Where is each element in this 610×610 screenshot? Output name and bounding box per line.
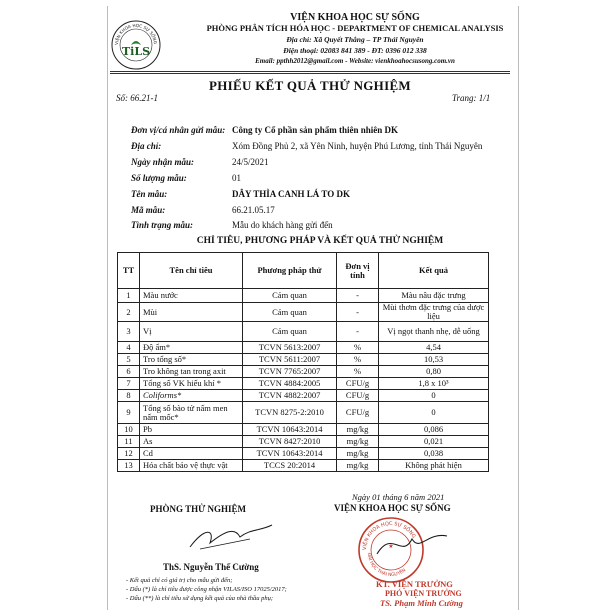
table-row	[118, 378, 489, 390]
cell-tt: 4	[118, 342, 140, 354]
cell-result: 0	[379, 402, 489, 424]
info-value: 01	[232, 173, 241, 183]
info-label: Ngày nhận mẫu:	[131, 157, 195, 167]
email: Email: ppthh2012@gmail.com - Website: vienkhoahocsusong.com.vn	[255, 57, 455, 65]
cell-unit: -	[337, 289, 379, 303]
cell-name: Pb	[140, 424, 243, 436]
info-received-date	[131, 157, 269, 168]
cell-method: TCVN 8427:2010	[243, 436, 337, 448]
cell-unit: mg/kg	[337, 436, 379, 448]
cell-name: Màu nước	[140, 289, 243, 303]
lab-signer-name: ThS. Nguyễn Thế Cường	[163, 562, 259, 572]
cell-unit: CFU/g	[337, 378, 379, 390]
info-label: Đơn vị/cá nhân gửi mẫu:	[131, 125, 226, 135]
document-number: Số: 66.21-1	[116, 93, 158, 103]
info-value: Công ty Cổ phần sản phẩm thiên nhiên DK	[232, 125, 399, 135]
info-sender	[131, 125, 398, 136]
cell-tt: 10	[118, 424, 140, 436]
cell-tt: 7	[118, 378, 140, 390]
cell-tt: 1	[118, 289, 140, 303]
info-label: Mã mẫu:	[131, 205, 166, 215]
table-row	[118, 460, 489, 472]
info-sample-status	[131, 220, 333, 231]
kt-label: KT. VIỆN TRƯỞNG	[376, 579, 453, 589]
col-header-name: Tên chỉ tiêu	[140, 253, 243, 289]
cell-name: Tổng số VK hiếu khí *	[140, 378, 243, 390]
info-value: Mẫu do khách hàng gửi đến	[232, 220, 333, 230]
cell-method: TCVN 5613:2007	[243, 342, 337, 354]
info-sample-name	[131, 189, 350, 200]
footnote: - Dấu (**) là chỉ tiêu sử dụng kết quả của nhà thầu phụ;	[126, 595, 274, 602]
table-row	[118, 424, 489, 436]
info-sample-code	[131, 205, 275, 216]
issue-date: Ngày 01 tháng 6 năm 2021	[352, 492, 445, 502]
table-row	[118, 303, 489, 322]
cell-tt: 6	[118, 366, 140, 378]
cell-unit: -	[337, 303, 379, 322]
logo-text: TiLS	[121, 45, 151, 58]
cell-name: Coliforms*	[140, 390, 243, 402]
address: Địa chỉ: Xã Quyết Thắng – TP Thái Nguyên	[286, 35, 424, 44]
info-label: Số lượng mẫu:	[131, 173, 187, 183]
cell-tt: 13	[118, 460, 140, 472]
logo-ring-text: VIỆN KHOA HỌC SỰ SỐNG	[113, 22, 159, 46]
cell-result: 0,021	[379, 436, 489, 448]
cell-name: Hóa chất bảo vệ thực vật	[140, 460, 243, 472]
lab-title: PHÒNG THỬ NGHIỆM	[150, 504, 247, 514]
cell-result: 10,53	[379, 354, 489, 366]
cell-method: TCVN 4884:2005	[243, 378, 337, 390]
stamp-bottom-text: ĐẠI HỌC THÁI NGUYÊN	[365, 552, 408, 579]
cell-name: Độ ẩm*	[140, 342, 243, 354]
org-name: VIỆN KHOA HỌC SỰ SỐNG	[290, 12, 420, 23]
header-divider	[110, 71, 510, 74]
cell-result: Màu nâu đặc trưng	[379, 289, 489, 303]
table-row	[118, 448, 489, 460]
info-sample-count	[131, 173, 241, 184]
cell-method: TCVN 10643:2014	[243, 424, 337, 436]
cell-unit: %	[337, 366, 379, 378]
dept-name: PHÒNG PHÂN TÍCH HÓA HỌC - DEPARTMENT OF CHEMICAL ANALYSIS	[206, 23, 504, 33]
cell-method: TCVN 4882:2007	[243, 390, 337, 402]
info-label: Tên mẫu:	[131, 189, 168, 199]
cell-unit: mg/kg	[337, 460, 379, 472]
cell-name: Tổng số bào tử nấm men nấm mốc*	[140, 402, 243, 424]
cell-result: Không phát hiện	[379, 460, 489, 472]
institute-title: VIỆN KHOA HỌC SỰ SỐNG	[334, 503, 451, 513]
lab-signature	[180, 517, 280, 557]
cell-method: Cảm quan	[243, 289, 337, 303]
cell-tt: 5	[118, 354, 140, 366]
info-value: DÂY THÌA CANH LÁ TO DK	[232, 189, 350, 199]
stamp-top-text: VIỆN KHOA HỌC SỰ SỐNG	[361, 520, 417, 551]
cell-result: Vị ngọt thanh nhẹ, dễ uống	[379, 322, 489, 342]
cell-tt: 11	[118, 436, 140, 448]
cell-result: 0,038	[379, 448, 489, 460]
cell-method: TCVN 8275-2:2010	[243, 402, 337, 424]
info-label: Địa chỉ:	[131, 141, 162, 151]
info-value: 66.21.05.17	[232, 205, 275, 215]
cell-tt: 12	[118, 448, 140, 460]
cell-result: 1,8 x 10³	[379, 378, 489, 390]
cell-method: Cảm quan	[243, 303, 337, 322]
col-header-tt: TT	[118, 253, 140, 289]
cell-tt: 2	[118, 303, 140, 322]
cell-unit: -	[337, 322, 379, 342]
cell-tt: 9	[118, 402, 140, 424]
director-signature	[372, 524, 452, 564]
table-row	[118, 322, 489, 342]
cell-unit: mg/kg	[337, 424, 379, 436]
deputy-title: PHÓ VIỆN TRƯỞNG	[385, 589, 462, 598]
cell-method: TCVN 10643:2014	[243, 448, 337, 460]
svg-text:★: ★	[388, 543, 394, 550]
cell-unit: mg/kg	[337, 448, 379, 460]
cell-result: Mùi thơm đặc trưng của dược liệu	[379, 303, 489, 322]
info-label: Tình trạng mẫu:	[131, 220, 194, 230]
table-row	[118, 390, 489, 402]
deputy-name: TS. Phạm Minh Cường	[380, 598, 463, 608]
col-header-method: Phương pháp thử	[243, 253, 337, 289]
table-row	[118, 289, 489, 303]
table-row	[118, 354, 489, 366]
results-table	[117, 252, 489, 472]
table-row	[118, 366, 489, 378]
info-value: 24/5/2021	[232, 157, 269, 167]
section-title: CHỈ TIÊU, PHƯƠNG PHÁP VÀ KẾT QUẢ THỬ NGHIỆM	[196, 236, 444, 246]
cell-unit: %	[337, 342, 379, 354]
cell-tt: 8	[118, 390, 140, 402]
cell-name: Mùi	[140, 303, 243, 322]
cell-method: TCCS 20:2014	[243, 460, 337, 472]
cell-name: As	[140, 436, 243, 448]
cell-result: 0	[379, 390, 489, 402]
table-row	[118, 342, 489, 354]
col-header-result: Kết quả	[379, 253, 489, 289]
table-row	[118, 402, 489, 424]
info-address	[131, 141, 482, 152]
cell-method: Cảm quan	[243, 322, 337, 342]
cell-result: 4,54	[379, 342, 489, 354]
cell-method: TCVN 7765:2007	[243, 366, 337, 378]
footnote: - Kết quả chỉ có giá trị cho mẫu gửi đến;	[126, 577, 233, 584]
info-value: Xóm Đồng Phủ 2, xã Yên Ninh, huyện Phú Lương, tỉnh Thái Nguyên	[232, 141, 483, 151]
cell-result: 0,086	[379, 424, 489, 436]
phone: Điện thoại: 02083 841 389 - ĐT: 0396 012 338	[283, 46, 427, 55]
cell-name: Cd	[140, 448, 243, 460]
cell-unit: CFU/g	[337, 402, 379, 424]
footnote: - Dấu (*) là chỉ tiêu được công nhận VILAS/ISO 17025/2017;	[126, 586, 287, 593]
cell-name: Vị	[140, 322, 243, 342]
cell-unit: %	[337, 354, 379, 366]
cell-tt: 3	[118, 322, 140, 342]
table-header-row	[118, 253, 489, 289]
cell-name: Tro không tan trong axit	[140, 366, 243, 378]
letterhead	[150, 12, 560, 67]
cell-method: TCVN 5611:2007	[243, 354, 337, 366]
cell-unit: CFU/g	[337, 390, 379, 402]
table-row	[118, 436, 489, 448]
cell-name: Tro tổng số*	[140, 354, 243, 366]
page-number: Trang: 1/1	[452, 93, 491, 103]
document-title: PHIẾU KẾT QUẢ THỬ NGHIỆM	[209, 78, 411, 93]
cell-result: 0,80	[379, 366, 489, 378]
col-header-unit: Đơn vị tính	[337, 253, 379, 289]
